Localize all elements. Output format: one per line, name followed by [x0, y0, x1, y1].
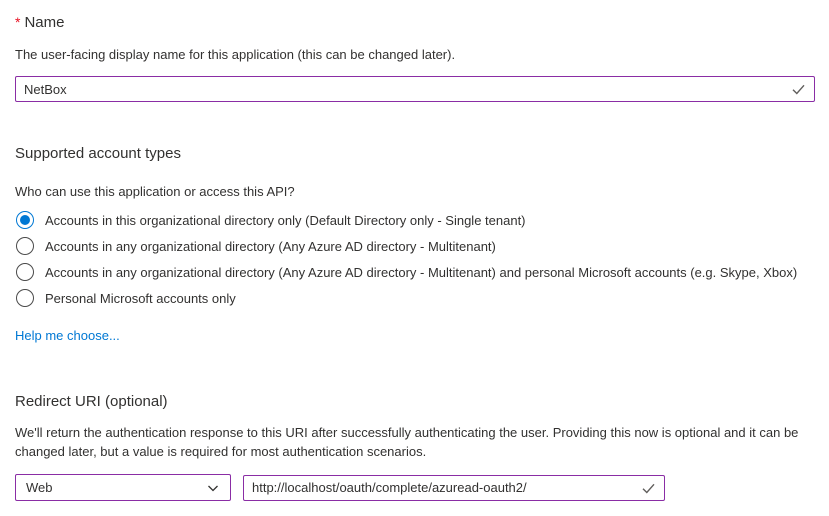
help-me-choose-link[interactable]: Help me choose...: [15, 328, 120, 343]
radio-option-single-tenant[interactable]: [15, 207, 815, 233]
radio-option-label: Personal Microsoft accounts only: [45, 290, 236, 306]
account-types-question: Who can use this application or access this API?: [15, 184, 295, 199]
radio-option-multitenant[interactable]: [15, 233, 815, 259]
platform-select[interactable]: [15, 474, 231, 501]
radio-icon: [16, 263, 34, 281]
redirect-uri-heading: Redirect URI (optional): [15, 393, 168, 410]
chevron-down-icon: [206, 481, 220, 495]
platform-selected-value: Web: [26, 480, 53, 495]
account-types-heading: Supported account types: [15, 145, 181, 162]
radio-option-label: Accounts in any organizational directory (Any Azure AD directory - Multitenant) and personal Microsoft accounts (e.g. Skype, Xbox): [45, 264, 798, 280]
required-asterisk: *: [15, 14, 21, 30]
radio-icon: [16, 289, 34, 307]
radio-option-multitenant-personal[interactable]: [15, 259, 815, 285]
account-types-radio-group: [15, 207, 815, 311]
name-section-heading: [15, 12, 815, 33]
redirect-uri-input[interactable]: [243, 475, 665, 501]
redirect-uri-row: [15, 474, 815, 501]
uri-field-wrapper: [243, 475, 665, 501]
radio-icon: [16, 237, 34, 255]
radio-option-label: Accounts in any organizational directory (Any Azure AD directory - Multitenant): [45, 238, 496, 254]
name-section-title: Name: [24, 14, 65, 31]
redirect-uri-description: We'll return the authentication response to this URI after successfully authenticating the user. Providing this now is optional and it can be changed later, but a value is required for most authentication scenarios.: [15, 425, 799, 459]
name-input[interactable]: [15, 76, 815, 102]
radio-option-personal-only[interactable]: [15, 285, 815, 311]
radio-option-label: Accounts in this organizational directory only (Default Directory only - Single tenant): [45, 212, 526, 228]
name-field-wrapper: [15, 76, 815, 102]
name-description: The user-facing display name for this application (this can be changed later).: [15, 47, 456, 62]
radio-icon: [16, 211, 34, 229]
